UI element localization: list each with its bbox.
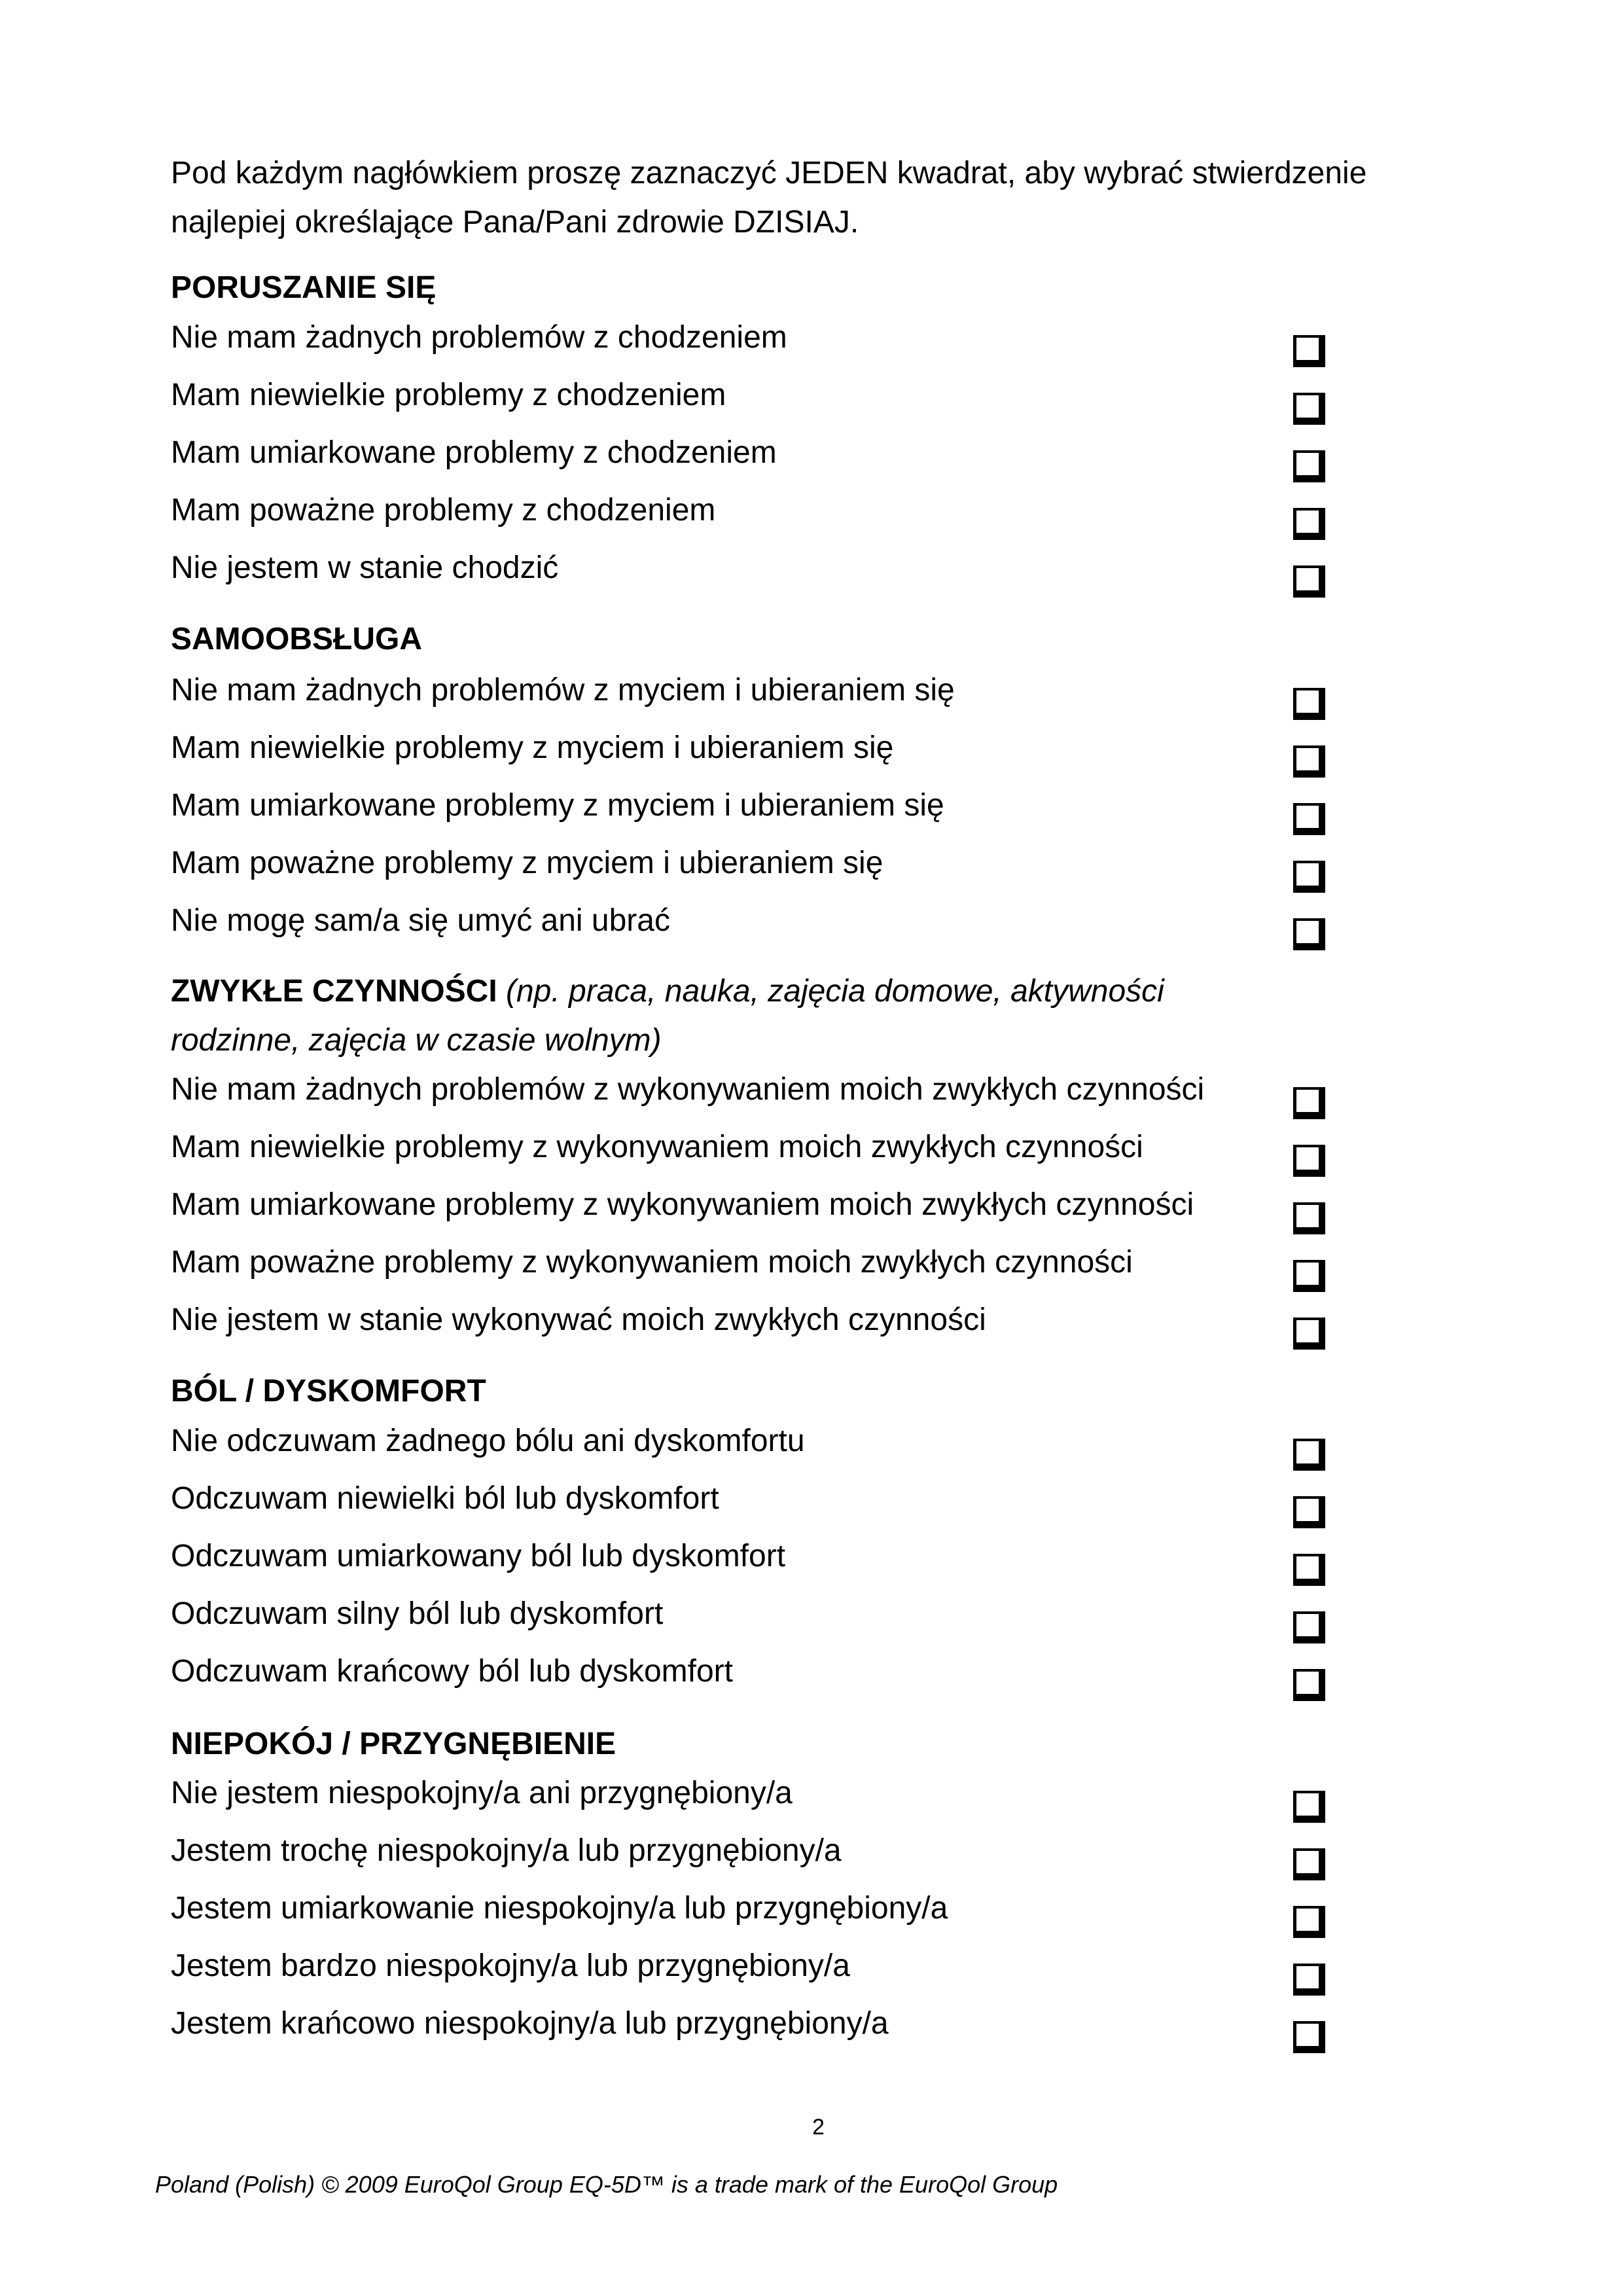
checkbox[interactable] [1293,1496,1325,1528]
section-heading: PORUSZANIE SIĘ [171,270,437,305]
checkbox[interactable] [1293,1669,1325,1701]
section-heading-title: ZWYKŁE CZYNNOŚCI [171,974,497,1009]
option-label: Mam umiarkowane problemy z chodzeniem [171,435,777,470]
option-label: Mam umiarkowane problemy z wykonywaniem moich zwykłych czynności [171,1187,1194,1222]
copyright-footer: Poland (Polish) © 2009 EuroQol Group EQ-5D™ is a trade mark of the EuroQol Group [155,2171,1058,2198]
option-label: Nie odczuwam żadnego bólu ani dyskomfortu [171,1424,805,1458]
checkbox[interactable] [1293,1848,1325,1880]
instructions-line-2: najlepiej określające Pana/Pani zdrowie DZISIAJ. [171,205,859,240]
checkbox[interactable] [1293,335,1325,367]
option-label: Odczuwam silny ból lub dyskomfort [171,1596,664,1631]
option-label: Jestem umiarkowanie niespokojny/a lub przygnębiony/a [171,1891,948,1926]
checkbox[interactable] [1293,688,1325,720]
checkbox[interactable] [1293,861,1325,893]
checkbox[interactable] [1293,1260,1325,1292]
option-label: Mam umiarkowane problemy z myciem i ubieraniem się [171,788,944,823]
checkbox[interactable] [1293,1964,1325,1996]
checkbox[interactable] [1293,745,1325,778]
checkbox[interactable] [1293,1145,1325,1177]
instructions-line-1: Pod każdym nagłówkiem proszę zaznaczyć JEDEN kwadrat, aby wybrać stwierdzenie [171,156,1367,190]
checkbox[interactable] [1293,1906,1325,1938]
option-label: Jestem bardzo niespokojny/a lub przygnębiony/a [171,1948,850,1983]
checkbox[interactable] [1293,1202,1325,1234]
checkbox[interactable] [1293,565,1325,598]
checkbox[interactable] [1293,393,1325,425]
checkbox[interactable] [1293,1611,1325,1643]
option-label: Mam poważne problemy z wykonywaniem moich zwykłych czynności [171,1245,1133,1280]
section-heading: BÓL / DYSKOMFORT [171,1374,486,1408]
option-label: Jestem krańcowo niespokojny/a lub przygnębiony/a [171,2006,889,2041]
section-heading [171,976,1164,1007]
section-heading: NIEPOKÓJ / PRZYGNĘBIENIE [171,1727,616,1761]
option-label: Nie mam żadnych problemów z myciem i ubieraniem się [171,673,955,708]
checkbox[interactable] [1293,918,1325,950]
checkbox[interactable] [1293,450,1325,482]
option-label: Odczuwam krańcowy ból lub dyskomfort [171,1654,733,1689]
option-label: Nie mam żadnych problemów z wykonywaniem moich zwykłych czynności [171,1072,1205,1107]
option-label: Nie jestem w stanie wykonywać moich zwykłych czynności [171,1302,986,1337]
option-label: Mam niewielkie problemy z wykonywaniem moich zwykłych czynności [171,1130,1143,1164]
checkbox[interactable] [1293,1791,1325,1823]
checkbox[interactable] [1293,1439,1325,1471]
section-heading: SAMOOBSŁUGA [171,622,422,656]
checkbox[interactable] [1293,803,1325,835]
section-heading-note: (np. praca, nauka, zajęcia domowe, aktywności [506,974,1164,1009]
option-label: Mam poważne problemy z chodzeniem [171,493,716,528]
option-label: Jestem trochę niespokojny/a lub przygnębiony/a [171,1833,842,1868]
option-label: Mam niewielkie problemy z myciem i ubieraniem się [171,730,894,765]
option-label: Odczuwam niewielki ból lub dyskomfort [171,1481,719,1516]
option-label: Mam poważne problemy z myciem i ubieraniem się [171,846,883,880]
option-label: Odczuwam umiarkowany ból lub dyskomfort [171,1539,786,1573]
checkbox[interactable] [1293,1554,1325,1586]
checkbox[interactable] [1293,1087,1325,1119]
section-heading-note-continued: rodzinne, zajęcia w czasie wolnym) [171,1023,662,1058]
checkbox[interactable] [1293,1318,1325,1350]
page-number: 2 [812,2115,825,2140]
option-label: Nie jestem w stanie chodzić [171,550,559,585]
option-label: Mam niewielkie problemy z chodzeniem [171,378,726,412]
option-label: Nie mam żadnych problemów z chodzeniem [171,320,787,355]
checkbox[interactable] [1293,508,1325,540]
checkbox[interactable] [1293,2021,1325,2053]
option-label: Nie jestem niespokojny/a ani przygnębiony/a [171,1776,793,1810]
option-label: Nie mogę sam/a się umyć ani ubrać [171,903,670,938]
